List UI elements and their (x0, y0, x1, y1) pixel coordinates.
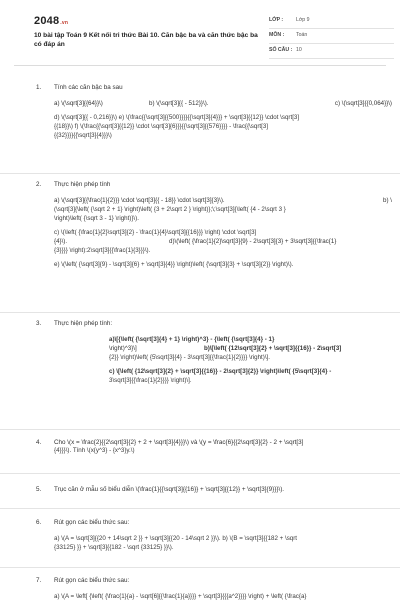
meta-table (269, 14, 394, 59)
logo-text: 2048 (34, 15, 60, 27)
divider (0, 429, 400, 430)
divider (0, 312, 400, 313)
question-header (36, 485, 392, 494)
item-line-2: {33125} }} + \sqrt[3]{{182 - \sqrt {33125} }}\). (54, 544, 174, 552)
item-c-line-2: {4}\). (54, 238, 68, 246)
meta-value: Lớp 9 (296, 17, 310, 24)
question-1 (36, 83, 392, 141)
question-7 (36, 576, 392, 600)
item-d-line-1: d) \(\sqrt[3]{{ - 0,216}}\) e) \(\frac{{\sqrt[3]{{500}}}}{{\sqrt[3]{4}}} + \sqrt[3]{{12}} \cdot \sqrt[3] (54, 114, 300, 122)
item-a: a) \(\sqrt[3]{{64}}\) (54, 100, 103, 108)
question-title: Rút gọn các biểu thức sau: (54, 519, 130, 526)
item-b-line-2: {2}} \right)\left( {5\sqrt[3]{4} - 3\sqrt[3]{{\frac{1}{2}}}} \right)\]. (109, 354, 270, 362)
document-header (14, 0, 386, 66)
answer-row (54, 345, 392, 354)
answer-row (54, 100, 392, 109)
question-header (36, 180, 392, 189)
meta-label: MÔN : (269, 32, 285, 39)
question-body (36, 535, 392, 553)
meta-row-subject (269, 29, 394, 44)
item-b-line-2: \right)\left( {\sqrt 3 - 1} \right)}\). (54, 215, 139, 223)
question-body (36, 197, 392, 270)
item-c-line-1: c) \(\left( {\frac{1}{2}\sqrt[3]{2} - \frac{1}{4}\sqrt[3]{{16}}} \right) \cdot \sqrt[3] (54, 229, 257, 237)
item-d-line-2: {{18}}\) f) \(\frac{{\sqrt[3]{{12}} \cdot \sqrt[3]{6}}}{{\sqrt[3]{{576}}}} - \frac{{\sqrt[3] (54, 123, 268, 131)
answer-row (54, 238, 392, 247)
question-6 (36, 518, 392, 553)
question-number: 3. (36, 320, 42, 327)
item-b-line-1: (\sqrt[3]{\left( {\sqrt 2 + 1} \right)\left( {3 + 2\sqrt 2 } \right)};\;\sqrt[3]{\left( {4 - 2\sqrt 3 } (54, 206, 286, 214)
question-number: 1. (36, 84, 42, 91)
item-d-line-2: {3}}}} \right):2\sqrt[3]{{\frac{1}{3}}}\). (54, 247, 151, 255)
question-number: 7. (36, 577, 42, 584)
item-b-line-1: b)\[\left( {12\sqrt[3]{2} + \sqrt[3]{{16}} - 2\sqrt[3] (204, 345, 342, 353)
divider (0, 508, 400, 509)
divider (0, 567, 400, 568)
question-number: 2. (36, 181, 42, 188)
item-c-text: c) \[\left( {12\sqrt[3]{2} + \sqrt[3]{{16}} - 2\sqrt[3]{2}} \right)\left( {5\sqrt[3]{4} - (109, 368, 332, 376)
question-number: 6. (36, 519, 42, 526)
meta-label: SỐ CÂU : (269, 47, 293, 54)
divider (0, 473, 400, 474)
item-line-1: a) \(A = \sqrt[3]{{20 + 14\sqrt 2 }} + \sqrt[3]{{20 - 14\sqrt 2 }}\). b) \(B = \sqrt[3]{{182 + \sqrt (54, 535, 298, 543)
item-c-line-2: 3\sqrt[3]{{\frac{1}{2}}}} \right)\]. (109, 377, 192, 385)
question-text: Trục căn ở mẫu số biểu diễn \(\frac{1}{{\sqrt[3]{{16}} + \sqrt[3]{{12}} + \sqrt[3]{9}}}\). (54, 486, 285, 493)
meta-row-grade (269, 14, 394, 29)
question-header (36, 438, 392, 447)
question-title: Rút gọn các biểu thức sau: (54, 577, 130, 584)
question-number: 4. (36, 439, 42, 446)
question-title: Tính các căn bậc ba sau (54, 84, 123, 91)
item-a-line-2: \right)^3}\] (109, 345, 137, 353)
item-e: e) \(\left( {\sqrt[3]{9} - \sqrt[3]{6} + \sqrt[3]{4}} \right)\left( {\sqrt[3]{3} + \sqrt[3]{2}} \right)\). (54, 261, 294, 269)
meta-value: 10 (296, 47, 302, 54)
meta-label: LỚP : (269, 17, 284, 24)
question-title: Thực hiện phép tính: (54, 320, 113, 327)
item-b-start: b) \ (383, 197, 392, 205)
item-d-line-1: d)\(\left( {\frac{1}{2}\sqrt[3]{9} - 2\sqrt[3]{3} + 3\sqrt[3]{{\frac{1} (169, 238, 337, 246)
item-c-line-1 (54, 368, 392, 377)
question-3 (36, 319, 392, 386)
question-body (36, 593, 392, 600)
question-header (36, 518, 392, 527)
question-body (36, 336, 392, 386)
question-5 (36, 485, 392, 494)
answer-row (54, 197, 392, 206)
item-a-text: a)\[{\left( {\sqrt[3]{4} + 1} \right)^3} - {\left( {\sqrt[3]{4} - 1} (109, 336, 275, 344)
item-d-line-3: {{32}}}}{{\sqrt[3]{4}}}\) (54, 132, 112, 140)
question-text-line-2: {4}}}\). Tính \(x{y^3} - {x^3}y.\) (54, 447, 135, 455)
question-header (36, 576, 392, 585)
question-header (36, 319, 392, 328)
question-body (36, 100, 392, 141)
item-a-line-1 (54, 336, 392, 345)
question-header (36, 83, 392, 92)
meta-value: Toán (296, 32, 308, 39)
meta-row-count (269, 44, 394, 59)
item-b: b) \(\sqrt[3]{{ - 512}}\). (149, 100, 209, 108)
question-2 (36, 180, 392, 270)
site-logo[interactable] (34, 14, 68, 30)
item-line-1: a) \(A = \left[ {\left( {\frac{1}{a} - \sqrt[6]{{\frac{1}{a}}}} + \sqrt[3]{{{a^2}}}} \right) + \left( {\frac{a} (54, 593, 307, 600)
item-a: a) \(\sqrt[3]{{\frac{1}{2}}} \cdot \sqrt[3]{{ - 18}} \cdot \sqrt[3]{3}\). (54, 197, 225, 205)
item-c: c) \(\sqrt[3]{{0,064}}\) (334, 100, 392, 108)
question-number: 5. (36, 486, 42, 493)
question-title: Thực hiện phép tính (54, 181, 111, 188)
divider (0, 173, 400, 174)
document-title: 10 bài tập Toán 9 Kết nối tri thức Bài 10. Căn bậc ba và căn thức bậc ba có đáp án (34, 32, 258, 48)
logo-tld: .vn (60, 20, 69, 26)
question-text-line-1: Cho \(x = \frac{2}{{2\sqrt[3]{2} + 2 + \sqrt[3]{4}}}\) và \(y = \frac{6}{{2\sqrt[3]{2} - 2 + \sqrt[3] (54, 439, 304, 446)
question-4 (36, 438, 392, 456)
